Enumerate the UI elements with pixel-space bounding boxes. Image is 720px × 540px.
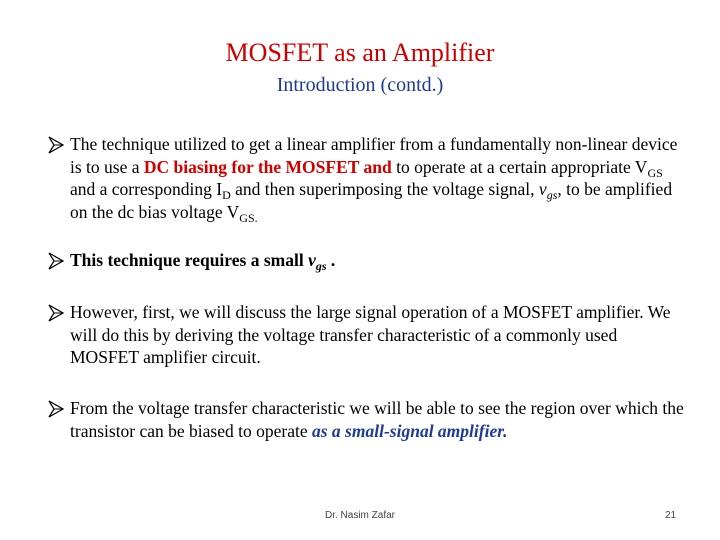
bullet-text: The technique utilized to get a linear amplifier from a fundamentally non-linear device is to use a DC biasing for the MOSFET and to operate at a certain appropriate $V_{GS}$ and a corresponding $I_D$ and then superimposing the voltage signal, $v_{gs}$, to be amplified on the dc bias voltage $V_{GS.}$ — [70, 134, 678, 225]
arrowhead-bullet-icon — [48, 252, 64, 270]
page-number: 21 — [665, 510, 677, 521]
slide-subtitle: Introduction (contd.) — [276, 74, 444, 96]
bullet-text: However, first, we will discuss the large signal operation of a MOSFET amplifier. We will do this by deriving the voltage transfer characteristic of a commonly used MOSFET amplifier circuit. — [70, 302, 671, 367]
arrowhead-bullet-icon — [48, 304, 64, 322]
footer-author: Dr. Nasim Zafar — [324, 510, 395, 521]
arrowhead-bullet-icon — [48, 136, 64, 154]
bullet-small-vgs — [48, 249, 688, 272]
slide-title: MOSFET as an Amplifier — [225, 38, 495, 67]
arrowhead-bullet-icon — [48, 400, 64, 418]
bullet-text: From the voltage transfer characteristic we will be able to see the region over which the transistor can be biased to operate as a small-signal amplifier. — [70, 398, 684, 441]
bullet-text: This technique requires a small $v_{gs}$ . — [70, 250, 336, 273]
bullet-large-signal — [48, 301, 688, 369]
bullet-biasing-technique — [48, 133, 688, 223]
bullet-transfer-characteristic — [48, 397, 688, 442]
